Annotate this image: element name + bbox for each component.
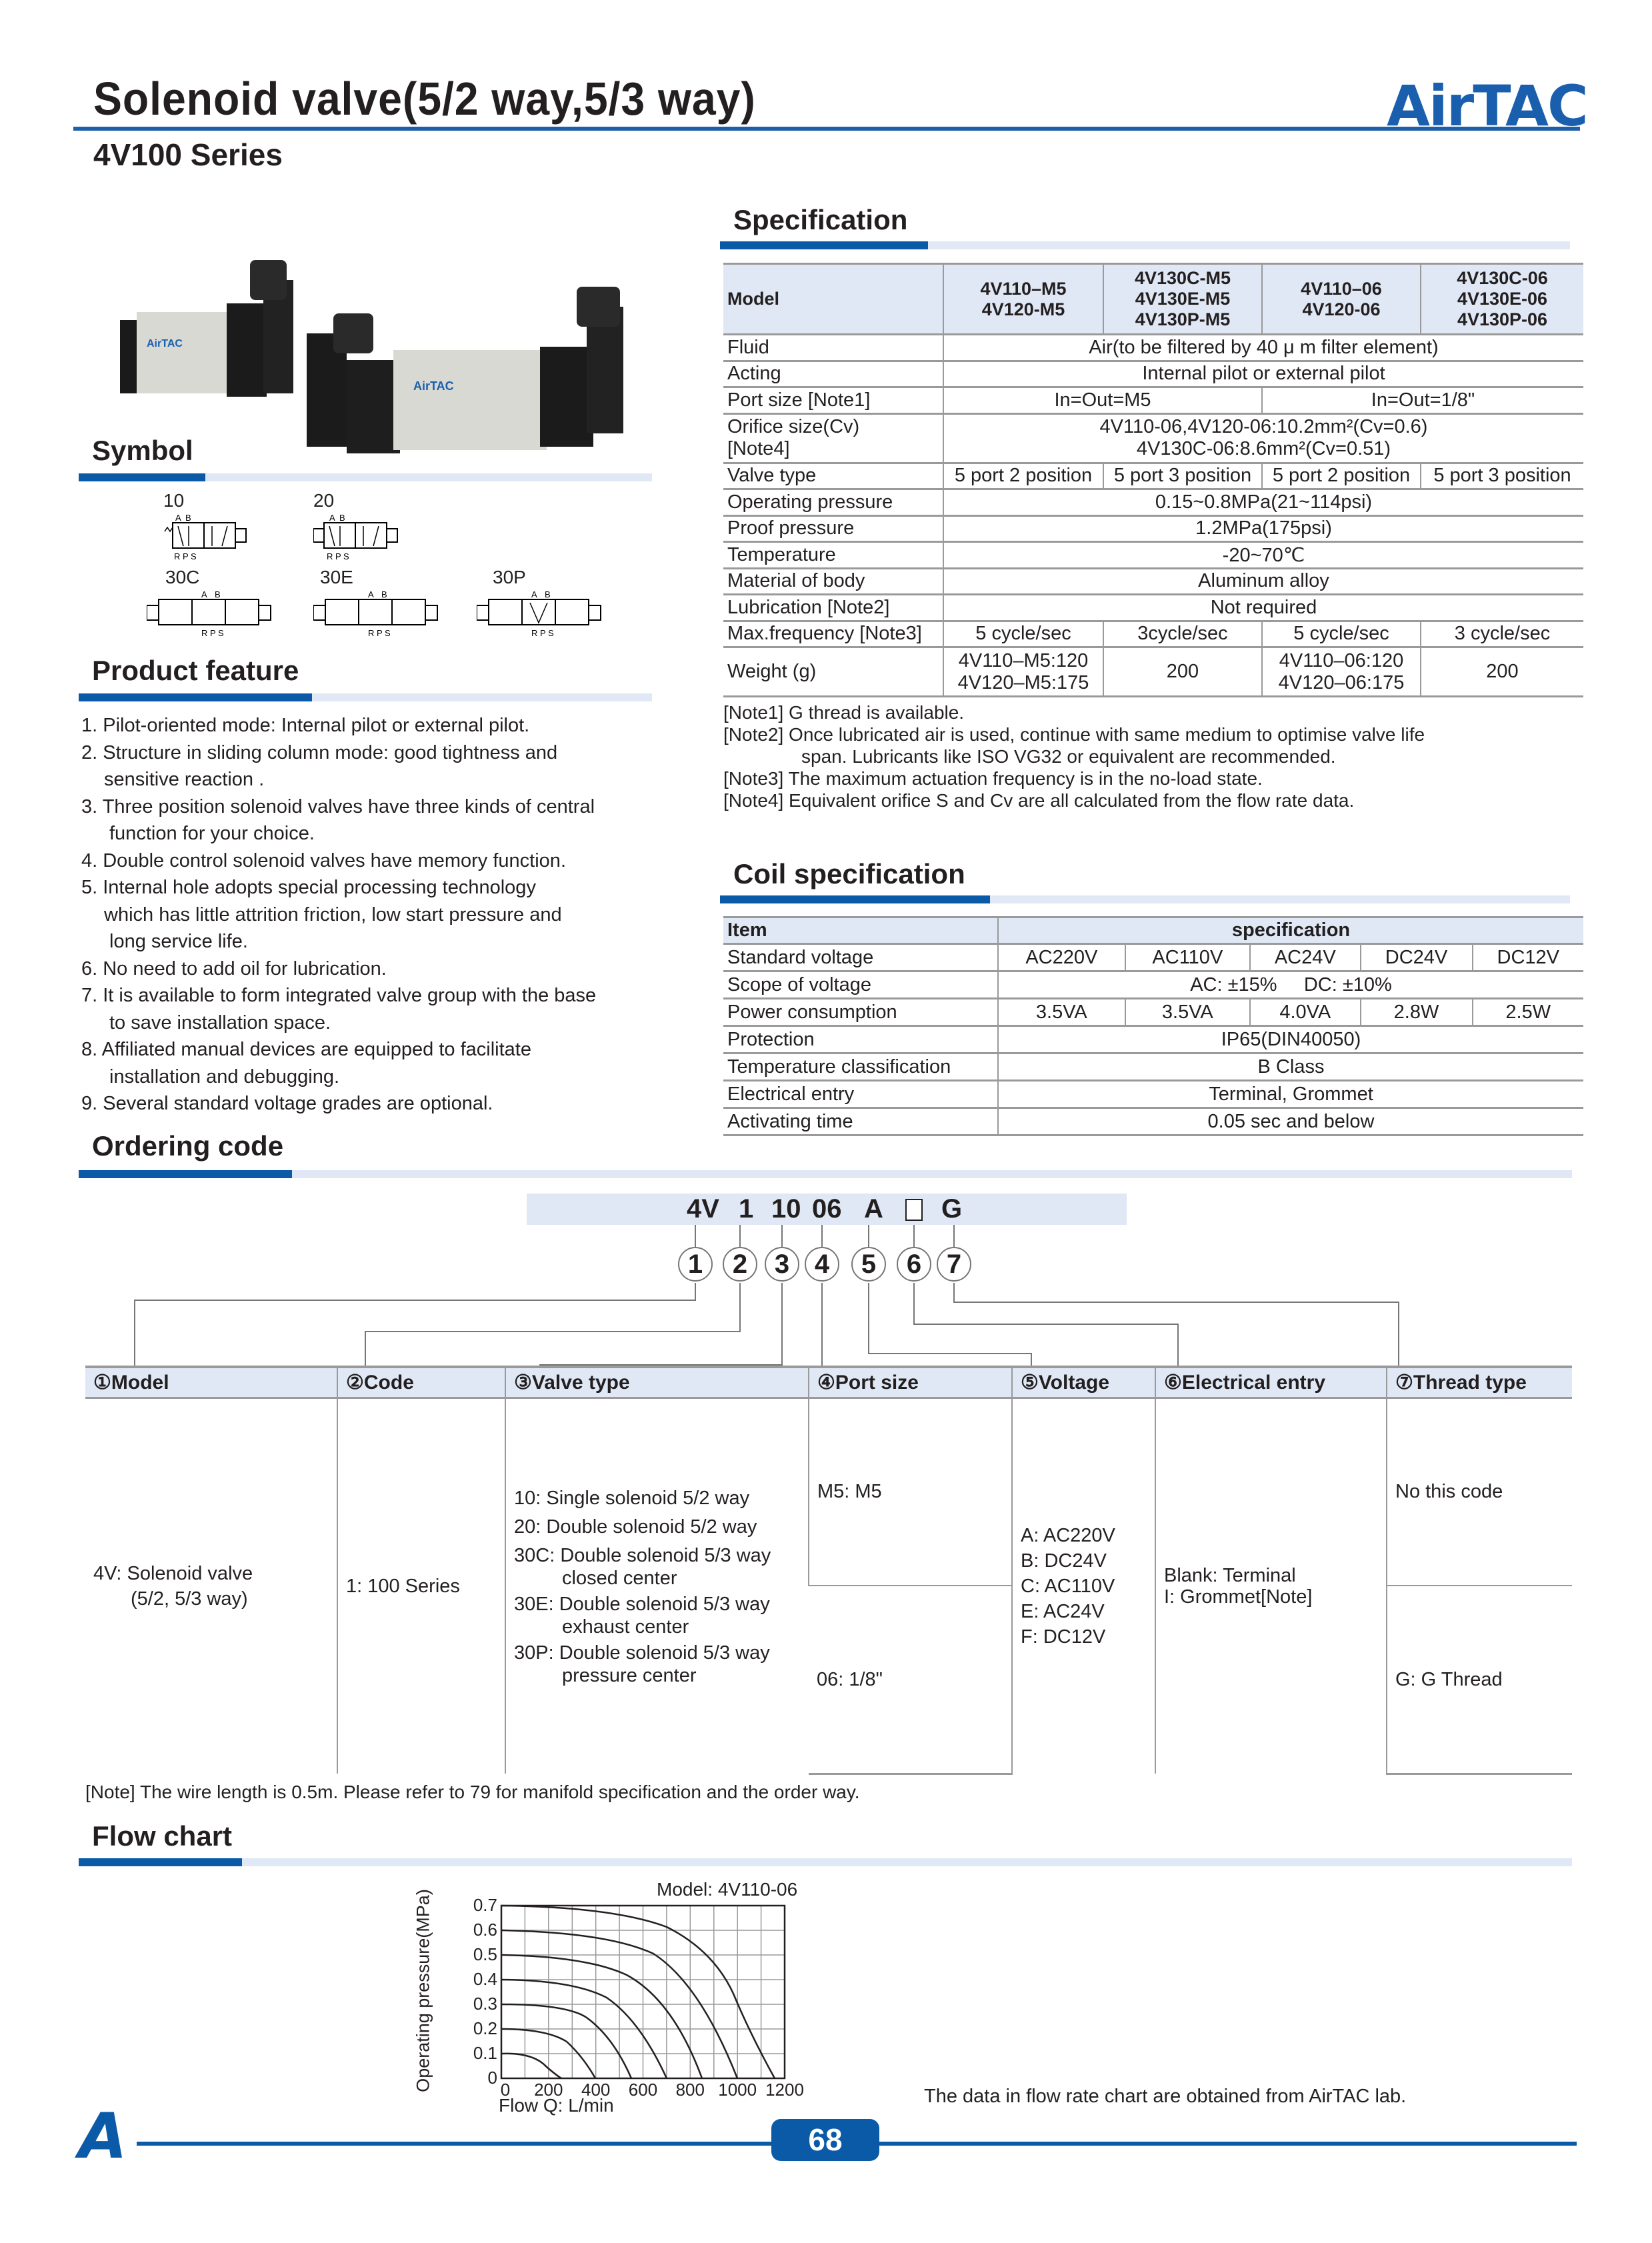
valve-symbol-30e-icon: [313, 588, 453, 641]
valve-symbol-20-icon: [313, 511, 420, 565]
coil-specification-table: [723, 916, 1583, 1136]
order-valve-type-cell: 10: Single solenoid 5/2 way 20: Double solenoid 5/2 way 30C: Double solenoid 5/3 way closed center 30E: Double solenoid 5/3 way exhaust center 30P: Double solenoid 5/3 way pressure center: [505, 1398, 809, 1774]
order-electrical-entry-cell: Blank: Terminal I: Grommet[Note]: [1155, 1398, 1387, 1774]
svg-text:AirTAC: AirTAC: [413, 379, 454, 393]
code-part-thread: G: [941, 1194, 963, 1224]
feature-item: 2. Structure in sliding column mode: good tightness and: [81, 741, 558, 763]
svg-text:A: A: [175, 513, 181, 523]
chart-x-axis-label: Flow Q: L/min: [499, 2095, 614, 2116]
feature-item: 3. Three position solenoid valves have three kinds of central: [81, 795, 595, 817]
coil-row-activating-time: Activating time 0.05 sec and below: [723, 1108, 1583, 1136]
symbol-20: 20 A B R P S: [313, 490, 420, 568]
order-thread-g-cell: G: G Thread: [1387, 1586, 1572, 1774]
spec-row-fluid: Fluid Air(to be filtered by 40 μ m filter element): [723, 335, 1583, 361]
order-code-cell: 1: 100 Series: [337, 1398, 505, 1774]
spec-model-col-4: 4V130C-06 4V130E-06 4V130P-06: [1421, 264, 1583, 335]
note-4: [Note4] Equivalent orifice S and Cv are all calculated from the flow rate data.: [723, 790, 1355, 811]
note-2-cont: span. Lubricants like ISO VG32 or equivalent are recommended.: [801, 746, 1336, 767]
ordering-note: [Note] The wire length is 0.5m. Please refer to 79 for manifold specification and the order way.: [85, 1782, 860, 1802]
order-voltage-cell: A: AC220V B: DC24V C: AC110V E: AC24V F: DC12V: [1012, 1398, 1155, 1774]
feature-item: 6. No need to add oil for lubrication.: [81, 957, 387, 979]
spec-row-proof-pressure: Proof pressure 1.2MPa(175psi): [723, 515, 1583, 542]
flow-chart-plot: [413, 1867, 880, 2097]
spec-row-port-size: Port size [Note1] In=Out=M5 In=Out=1/8": [723, 387, 1583, 414]
svg-text:B: B: [339, 513, 345, 523]
svg-text:0.1: 0.1: [473, 2043, 497, 2063]
code-part-port-size: 06: [812, 1194, 842, 1224]
spec-row-lubrication: Lubrication [Note2] Not required: [723, 595, 1583, 621]
section-title-ordering-code: Ordering code: [92, 1130, 284, 1162]
section-title-flow-chart: Flow chart: [92, 1820, 233, 1852]
svg-text:R P S: R P S: [201, 628, 224, 638]
feature-item-cont: sensitive reaction .: [104, 769, 265, 790]
spec-row-orifice: Orifice size(Cv) [Note4] 4V110-06,4V120-06:10.2mm²(Cv=0.6) 4V130C-06:8.6mm²(Cv=0.51): [723, 413, 1583, 463]
svg-text:0.5: 0.5: [473, 1944, 497, 1964]
note-3: [Note3] The maximum actuation frequency is in the no-load state.: [723, 768, 1263, 789]
coil-header-row: Item specification: [723, 917, 1583, 944]
note-2: [Note2] Once lubricated air is used, continue with same medium to optimise valve life: [723, 724, 1425, 745]
feature-item: 7. It is available to form integrated valve group with the base: [81, 985, 597, 1006]
svg-text:0.2: 0.2: [473, 2018, 497, 2038]
feature-item: 4. Double control solenoid valves have memory function.: [81, 849, 566, 871]
order-row-1: [85, 1398, 1572, 1586]
product-photo: [107, 240, 640, 460]
valve-symbol-10-icon: [163, 511, 270, 565]
code-circle-2: 2: [723, 1247, 757, 1282]
order-port-m5-cell: M5: M5: [809, 1398, 1012, 1586]
valve-symbol-30p-icon: [477, 588, 617, 641]
svg-text:400: 400: [581, 2080, 611, 2097]
coil-row-protection: Protection IP65(DIN40050): [723, 1026, 1583, 1053]
code-part-code: 1: [739, 1194, 754, 1224]
section-bar-coil: [720, 895, 1570, 903]
note-1: [Note1] G thread is available.: [723, 702, 965, 723]
section-title-symbol: Symbol: [92, 435, 193, 466]
spec-row-max-frequency: Max.frequency [Note3] 5 cycle/sec 3cycle/sec 5 cycle/sec 3 cycle/sec: [723, 621, 1583, 647]
feature-item: 9. Several standard voltage grades are optional.: [81, 1093, 493, 1114]
feature-item-cont: installation and debugging.: [109, 1065, 340, 1087]
page-number: 68: [771, 2119, 879, 2161]
svg-text:0.4: 0.4: [473, 1969, 497, 1989]
coil-row-standard-voltage: Standard voltage AC220V AC110V AC24V DC24V DC12V: [723, 944, 1583, 971]
section-title-coil-specification: Coil specification: [733, 858, 965, 889]
spec-row-temperature: Temperature -20~70℃: [723, 542, 1583, 569]
spec-row-acting: Acting Internal pilot or external pilot: [723, 361, 1583, 387]
code-part-electrical-entry-box: [905, 1199, 923, 1221]
spec-row-operating-pressure: Operating pressure 0.15~0.8MPa(21~114psi): [723, 489, 1583, 516]
code-circle-1: 1: [678, 1247, 713, 1282]
specification-table: [723, 263, 1583, 697]
svg-text:R P S: R P S: [531, 628, 554, 638]
section-bar-product-feature: [79, 693, 652, 701]
spec-header-model: Model: [723, 264, 943, 335]
large-valve-image: [307, 287, 623, 453]
chart-y-axis-label: Operating pressure(MPa): [413, 1889, 433, 2092]
ordering-connector-lines: [0, 1225, 1652, 1368]
ordering-code-table: [85, 1366, 1572, 1775]
spec-model-col-2: 4V130C-M5 4V130E-M5 4V130P-M5: [1103, 264, 1262, 335]
symbol-30c: 30C A B R P S: [147, 567, 287, 645]
svg-text:600: 600: [628, 2080, 658, 2097]
svg-text:0: 0: [500, 2080, 511, 2097]
order-model-cell: 4V: Solenoid valve (5/2, 5/3 way): [93, 1562, 253, 1610]
section-title-specification: Specification: [733, 204, 908, 235]
svg-text:R P S: R P S: [368, 628, 391, 638]
code-circle-7: 7: [937, 1247, 971, 1282]
coil-row-scope: Scope of voltage AC: ±15% DC: ±10%: [723, 971, 1583, 999]
coil-row-power: Power consumption 3.5VA 3.5VA 4.0VA 2.8W 2.5W: [723, 999, 1583, 1026]
ordering-code-band: [527, 1194, 1127, 1225]
spec-row-valve-type: Valve type 5 port 2 position 5 port 3 position 5 port 2 position 5 port 3 position: [723, 463, 1583, 489]
code-part-voltage: A: [864, 1194, 883, 1224]
spec-header-row: [723, 264, 1583, 335]
svg-text:0.7: 0.7: [473, 1895, 497, 1915]
svg-text:A: A: [201, 589, 207, 599]
symbol-30e: 30E A B R P S: [313, 567, 453, 645]
svg-text:A: A: [329, 513, 335, 523]
section-title-product-feature: Product feature: [92, 655, 299, 686]
symbol-30p: 30P A B R P S: [477, 567, 617, 645]
svg-text:R P S: R P S: [327, 551, 349, 561]
svg-text:B: B: [381, 589, 387, 599]
flow-chart: [413, 1867, 880, 2120]
code-circle-3: 3: [765, 1247, 799, 1282]
title-rule: [73, 127, 1580, 131]
feature-item: 5. Internal hole adopts special processing technology: [81, 877, 536, 898]
svg-text:800: 800: [675, 2080, 705, 2097]
section-bar-specification: [720, 241, 1570, 249]
svg-text:0: 0: [487, 2068, 497, 2088]
svg-text:R P S: R P S: [174, 551, 197, 561]
svg-text:B: B: [545, 589, 551, 599]
coil-row-temp-class: Temperature classification B Class: [723, 1053, 1583, 1081]
svg-text:0.6: 0.6: [473, 1920, 497, 1940]
section-bar-symbol: [79, 473, 652, 481]
feature-item-cont: long service life.: [109, 931, 248, 952]
order-thread-none-cell: No this code: [1387, 1398, 1572, 1586]
footer-logo-mark: A: [79, 2100, 127, 2173]
order-header-row: ①Model ②Code ③Valve type ④Port size ⑤Voltage ⑥Electrical entry ⑦Thread type: [85, 1367, 1572, 1398]
series-title: 4V100 Series: [93, 137, 283, 172]
spec-row-weight: Weight (g) 4V110–M5:120 4V120–M5:175 200 4V110–06:120 4V120–06:175 200: [723, 647, 1583, 697]
code-part-valve-type: 10: [771, 1194, 801, 1224]
code-circle-4: 4: [805, 1247, 839, 1282]
coil-row-electrical-entry: Electrical entry Terminal, Grommet: [723, 1081, 1583, 1108]
valve-symbol-30c-icon: [147, 588, 287, 641]
spec-model-col-3: 4V110–06 4V120-06: [1262, 264, 1421, 335]
feature-item-cont: which has little attrition friction, low start pressure and: [104, 903, 562, 925]
small-valve-image: [120, 260, 293, 397]
svg-text:B: B: [215, 589, 221, 599]
chart-title: Model: 4V110-06: [657, 1879, 798, 1900]
code-part-model: 4V: [687, 1194, 719, 1224]
feature-item: 8. Affiliated manual devices are equipped to facilitate: [81, 1039, 531, 1060]
order-port-06-cell: 06: 1/8": [809, 1586, 1012, 1774]
svg-text:1200: 1200: [765, 2080, 804, 2097]
chart-footnote: The data in flow rate chart are obtained from AirTAC lab.: [924, 2086, 1407, 2107]
airtac-logo: AirTAC: [1387, 73, 1587, 139]
code-circle-6: 6: [897, 1247, 931, 1282]
spec-notes: [723, 701, 1425, 811]
svg-text:AirTAC: AirTAC: [147, 338, 183, 349]
section-bar-ordering: [79, 1170, 1572, 1178]
section-bar-flow-chart: [79, 1858, 1572, 1866]
svg-text:200: 200: [534, 2080, 563, 2097]
feature-item: 1. Pilot-oriented mode: Internal pilot or external pilot.: [81, 715, 530, 736]
svg-text:B: B: [185, 513, 191, 523]
symbol-10: 10 A B R P S: [163, 490, 270, 568]
spec-row-material: Material of body Aluminum alloy: [723, 568, 1583, 595]
svg-text:A: A: [368, 589, 374, 599]
svg-text:1000: 1000: [718, 2080, 757, 2097]
feature-item-cont: to save installation space.: [109, 1011, 331, 1033]
page-title: Solenoid valve(5/2 way,5/3 way): [93, 73, 756, 125]
feature-list: [81, 712, 668, 1117]
svg-text:0.3: 0.3: [473, 1994, 497, 2014]
svg-text:A: A: [531, 589, 537, 599]
code-circle-5: 5: [851, 1247, 886, 1282]
spec-model-col-1: 4V110–M5 4V120-M5: [943, 264, 1103, 335]
feature-item-cont: function for your choice.: [109, 823, 315, 844]
